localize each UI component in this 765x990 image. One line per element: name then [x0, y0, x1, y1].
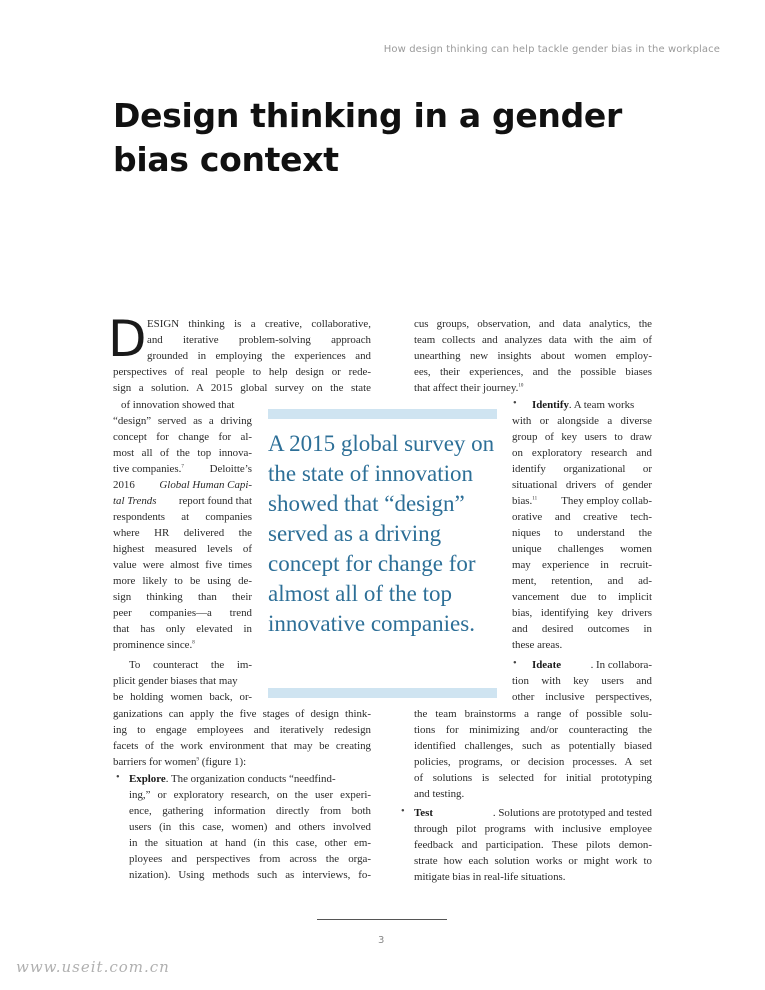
- text-line: situational drivers of gender: [512, 479, 652, 491]
- text-line: through pilot programs with inclusive employee: [414, 823, 652, 835]
- footnote-ref: 10: [518, 383, 524, 389]
- footnote-ref: 9: [196, 757, 199, 763]
- text-line: be holding women back, or-: [113, 691, 252, 703]
- stage-term-explore: Explore: [129, 773, 166, 785]
- text-line: tions for minimizing and/or counteracting the: [414, 724, 652, 736]
- text-line: bias.$^{11}$ They employ collab-: [512, 495, 652, 507]
- text-line: value were almost five times: [113, 559, 252, 571]
- footnote-ref: 8: [192, 640, 195, 646]
- text-line: that affect their journey.$^{10}$: [414, 382, 524, 394]
- text-line: highest measured levels of: [113, 543, 252, 555]
- text-line: users (in this case, women) and others involved: [129, 821, 371, 833]
- drop-cap: D: [108, 310, 147, 368]
- text-line: strate how each solution works or might work to: [414, 855, 652, 867]
- text-line: tion with key users and: [512, 675, 652, 687]
- text-line: perspectives of real people to help design or rede-: [113, 366, 371, 378]
- text-line: tive companies.$^7$ Deloitte’s: [113, 463, 252, 475]
- text-line: “design” served as a driving: [113, 415, 252, 427]
- text-line: group of key users to draw: [512, 431, 652, 443]
- text-line: peer companies—a trend: [113, 607, 252, 619]
- text-line: other inclusive perspectives,: [512, 691, 652, 703]
- text-line: ganizations can apply the five stages of design think-: [113, 708, 371, 720]
- text-line: unearthing new insights about women employ-: [414, 350, 652, 362]
- text-line: on exploratory research and: [512, 447, 652, 459]
- footnote-ref: 11: [532, 496, 538, 502]
- text-line: feedback and participation. These pilots demon-: [414, 839, 652, 851]
- text-line: in the situation at hand (in this case, other em-: [129, 837, 371, 849]
- text-line: the team brainstorms a range of possible solu-: [414, 708, 652, 720]
- text-line: ployees and perspectives from across the orga-: [129, 853, 371, 865]
- text-line: orative and creative tech-: [512, 511, 652, 523]
- text-line: Ideate . In collabora-: [532, 659, 652, 671]
- text-line: sign thinking than their: [113, 591, 252, 603]
- text-line: identify organizational or: [512, 463, 652, 475]
- text-line: cus groups, observation, and data analytics, the: [414, 318, 652, 330]
- pull-quote-bottom-rule: [268, 688, 497, 698]
- text-line: with or alongside a diverse: [512, 415, 652, 427]
- text-line: plicit gender biases that may: [113, 675, 238, 687]
- text-line: these areas.: [512, 639, 563, 651]
- text-line: Explore. The organization conducts “needfind-: [129, 773, 336, 785]
- footnote-ref: 7: [181, 464, 184, 470]
- bullet-icon: •: [401, 806, 405, 817]
- text-line: unique challenges women: [512, 543, 652, 555]
- pull-quote-top-rule: [268, 409, 497, 419]
- stage-term-test: Test: [414, 807, 433, 819]
- text-line: barriers for women$^9$ (figure 1):: [113, 756, 247, 768]
- text-line: of solutions is selected for initial prototyping: [414, 772, 652, 784]
- text-line: may experience in recruit-: [512, 559, 652, 571]
- text-line: and testing.: [414, 788, 465, 800]
- text-line: most all of the top innova-: [113, 447, 252, 459]
- bullet-icon: •: [513, 658, 517, 669]
- text-line: ence, gathering information directly from both: [129, 805, 371, 817]
- text-line: that has only elevated in: [113, 623, 252, 635]
- bullet-icon: •: [116, 772, 120, 783]
- text-line: ing,” or exploratory research, on the user experi-: [129, 789, 371, 801]
- running-header: How design thinking can help tackle gender bias in the workplace: [383, 44, 720, 55]
- footer-rule: [317, 919, 447, 920]
- text-line: mitigate bias in real-life situations.: [414, 871, 566, 883]
- text-line: nization). Using methods such as interviews, fo-: [129, 869, 371, 881]
- text-line: ees, their experiences, and the possible biases: [414, 366, 652, 378]
- text-line: where HR delivered the: [113, 527, 252, 539]
- text-line: ing to engage employees and iteratively redesign: [113, 724, 371, 736]
- text-line: more likely to be using de-: [113, 575, 252, 587]
- text-line: bias, identifying key drivers: [512, 607, 652, 619]
- text-line: sign a solution. A 2015 global survey on the state: [113, 382, 371, 394]
- page-title: Design thinking in a gender bias context: [113, 96, 622, 179]
- text-line: To counteract the im-: [129, 659, 252, 671]
- stage-term-identify: Identify: [532, 399, 569, 411]
- stage-term-ideate: Ideate: [532, 659, 562, 671]
- text-line: vancement due to implicit: [512, 591, 652, 603]
- text-line: grounded in employing the experiences and: [147, 350, 371, 362]
- text-line: 2016 Global Human Capi-: [113, 479, 252, 491]
- bullet-icon: •: [513, 398, 517, 409]
- text-line: facets of the work environment that may be creating: [113, 740, 371, 752]
- text-line: Identify. A team works: [532, 399, 635, 411]
- text-line: of innovation showed that: [121, 399, 235, 411]
- page-number: 3: [378, 935, 385, 946]
- text-line: policies, programs, or decision processes. A set: [414, 756, 652, 768]
- text-line: niques to understand the: [512, 527, 652, 539]
- pull-quote: A 2015 global survey on the state of innovation showed that “design” served as a driving concept for change for almost all of the top innovative companies.: [268, 431, 495, 636]
- text-line: and desired outcomes in: [512, 623, 652, 635]
- text-line: ment, retention, and ad-: [512, 575, 652, 587]
- text-line: Test . Solutions are prototyped and tested: [414, 807, 652, 819]
- text-line: ESIGN thinking is a creative, collaborative,: [147, 318, 371, 330]
- text-line: tal Trends report found that: [113, 495, 252, 507]
- text-line: respondents at companies: [113, 511, 252, 523]
- text-line: team collects and analyzes data with the aim of: [414, 334, 652, 346]
- text-line: identified challenges, such as potentially biased: [414, 740, 652, 752]
- watermark: www.useit.com.cn: [16, 958, 170, 976]
- text-line: and iterative problem-solving approach: [147, 334, 371, 346]
- text-line: concept for change for al-: [113, 431, 252, 443]
- text-line: prominence since.$^8$: [113, 639, 195, 651]
